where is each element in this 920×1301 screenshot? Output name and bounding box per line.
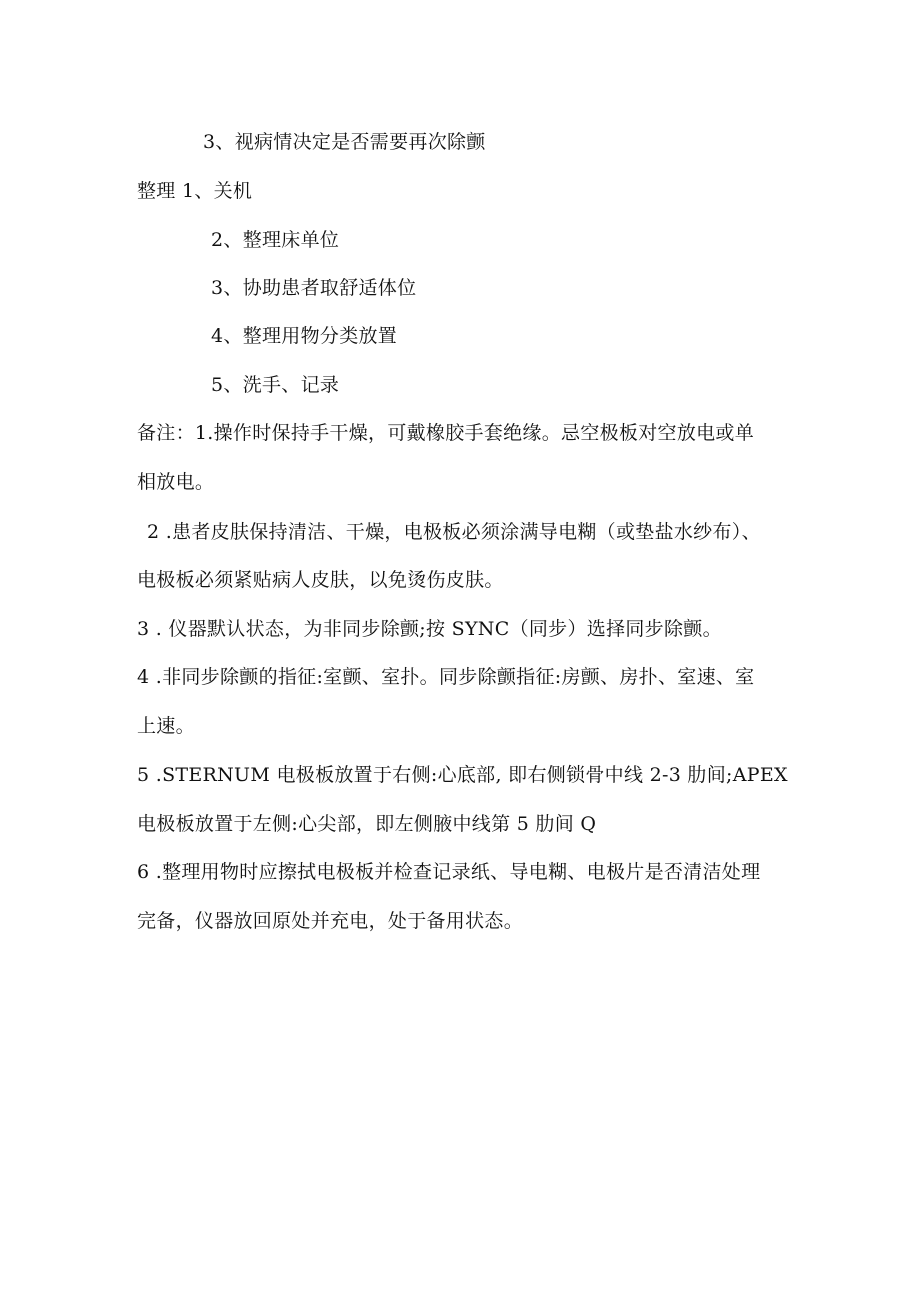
cleanup-step-3: 3、协助患者取舒适体位 bbox=[211, 277, 417, 299]
note-6-line-2: 完备，仪器放回原处并充电，处于备用状态。 bbox=[137, 910, 524, 932]
note-1-line-2: 相放电。 bbox=[137, 471, 215, 493]
cleanup-step-2: 2、整理床单位 bbox=[211, 229, 340, 251]
cleanup-step-4: 4、整理用物分类放置 bbox=[211, 325, 398, 347]
note-2-line-1: 2 .患者皮肤保持清洁、干燥，电极板必须涂满导电糊（或垫盐水纱布）、 bbox=[147, 521, 761, 543]
note-1-line-1: 备注：1.操作时保持手干燥，可戴橡胶手套绝缘。忌空极板对空放电或单 bbox=[137, 422, 755, 444]
note-4-line-2: 上速。 bbox=[137, 715, 195, 737]
note-3: 3 . 仪器默认状态，为非同步除颤;按 SYNC（同步）选择同步除颤。 bbox=[137, 618, 722, 640]
note-5-line-2: 电极板放置于左侧:心尖部，即左侧腋中线第 5 肋间 Q bbox=[137, 813, 597, 835]
cleanup-step-1: 整理 1、关机 bbox=[137, 180, 253, 202]
cleanup-step-5: 5、洗手、记录 bbox=[211, 374, 340, 396]
note-4-line-1: 4 .非同步除颤的指征:室颤、室扑。同步除颤指征:房颤、房扑、室速、室 bbox=[137, 666, 755, 688]
step-3-repeat-defibrillation: 3、视病情决定是否需要再次除颤 bbox=[203, 131, 486, 153]
note-2-line-2: 电极板必须紧贴病人皮肤，以免烫伤皮肤。 bbox=[137, 569, 504, 591]
note-6-line-1: 6 .整理用物时应擦拭电极板并检查记录纸、导电糊、电极片是否清洁处理 bbox=[137, 861, 761, 883]
note-5-line-1: 5 .STERNUM 电极板放置于右侧:心底部, 即右侧锁骨中线 2-3 肋间;APEX bbox=[137, 764, 788, 786]
